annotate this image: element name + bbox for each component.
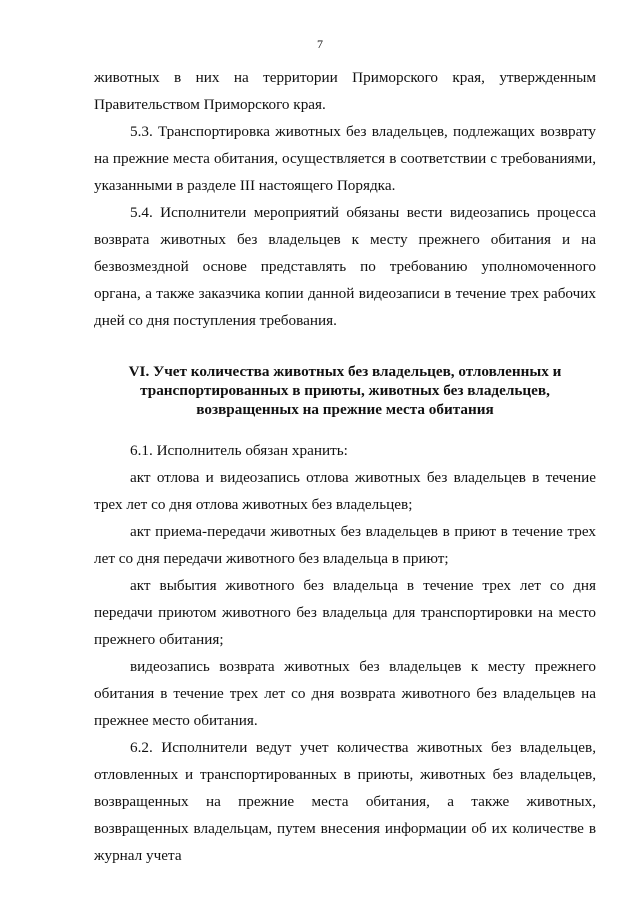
list-item-capture-act: акт отлова и видеозапись отлова животных без владельцев в течение трех лет со дня отлова животных без владельцев;: [94, 469, 596, 513]
document-body: [94, 64, 596, 869]
paragraph-5-4: 5.4. Исполнители мероприятий обязаны вести видеозапись процесса возврата животных без владельцев к месту прежнего обитания и на безвозмездной основе представлять по требованию уполномоченного органа, а также заказчика копии данной видеозаписи в течение трех рабочих дней со дня поступления требования.: [94, 204, 596, 329]
paragraph-5-3: 5.3. Транспортировка животных без владельцев, подлежащих возврату на прежние места обитания, осуществляется в соответствии с требованиями, указанными в разделе III настоящего Порядка.: [94, 123, 596, 194]
heading-line-3: возвращенных на прежние места обитания: [196, 401, 494, 418]
paragraph-6-1: 6.1. Исполнитель обязан хранить:: [130, 442, 348, 459]
paragraph-continuation: животных в них на территории Приморского края, утвержденным Правительством Приморского края.: [94, 69, 596, 113]
paragraph-6-2: 6.2. Исполнители ведут учет количества животных без владельцев, отловленных и транспортированных в приюты, животных без владельцев, возвращенных на прежние места обитания, а также животных, возвращенных владельцам, путем внесения информации об их количестве в журнал учета: [94, 739, 596, 864]
heading-line-2: транспортированных в приюты, животных без владельцев,: [140, 382, 550, 399]
list-item-return-video: видеозапись возврата животных без владельцев к месту прежнего обитания в течение трех лет со дня возврата животного без владельцев на прежнее место обитания.: [94, 658, 596, 729]
list-item-disposal-act: акт выбытия животного без владельца в течение трех лет со дня передачи приютом животного без владельца для транспортировки на место прежнего обитания;: [94, 577, 596, 648]
list-item-transfer-act: акт приема-передачи животных без владельцев в приют в течение трех лет со дня передачи животного без владельца в приют;: [94, 523, 596, 567]
section-heading-vi: [94, 362, 596, 419]
page-number: 7: [317, 37, 323, 51]
heading-line-1: VI. Учет количества животных без владельцев, отловленных и: [128, 363, 562, 380]
